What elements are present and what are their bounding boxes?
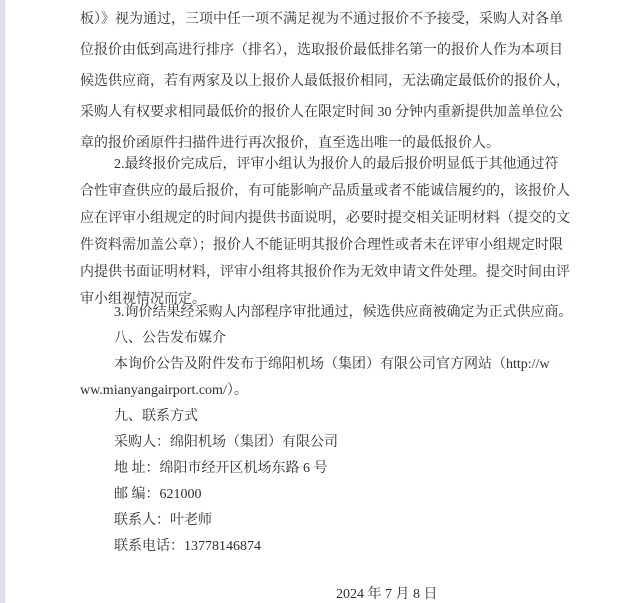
contact-postcode-line: 邮 编：621000 bbox=[114, 487, 202, 502]
doc-line: 审小组视情况而定。 bbox=[80, 292, 206, 307]
contact-purchaser-line: 采购人：绵阳机场（集团）有限公司 bbox=[114, 435, 338, 450]
contact-phone-line: 联系电话：13778146874 bbox=[114, 539, 261, 554]
doc-line: 位报价由低到高进行排序（排名），选取报价最低排名第一的报价人作为本项目 bbox=[80, 43, 563, 58]
doc-line: 合性审查供应的最后报价，有可能影响产品质量或者不能诚信履约的，该报价人 bbox=[80, 184, 570, 199]
doc-line: 章的报价函原件扫描件进行再次报价，直至选出唯一的最低报价人。 bbox=[80, 136, 500, 151]
section-9-heading: 九、联系方式 bbox=[114, 409, 198, 424]
doc-line: 2.最终报价完成后，评审小组认为报价人的最后报价明显低于其他通过符 bbox=[114, 157, 559, 172]
doc-line: 本询价公告及附件发布于绵阳机场（集团）有限公司官方网站（http://w bbox=[114, 357, 550, 372]
doc-line: 应在评审小组规定的时间内提供书面说明，必要时提交相关证明材料（提交的文 bbox=[80, 211, 570, 226]
doc-line: 候选供应商，若有两家及以上报价人最低报价相同，无法确定最低价的报价人， bbox=[80, 74, 570, 89]
page-left-edge bbox=[0, 0, 6, 603]
website-url-line: ww.mianyangairport.com/）。 bbox=[80, 383, 248, 398]
contact-person-line: 联系人：叶老师 bbox=[114, 513, 212, 528]
paragraph-approval-line: 3.询价结果经采购人内部程序审批通过，候选供应商被确定为正式供应商。 bbox=[114, 305, 573, 320]
paragraph-ranking-rules bbox=[80, 4, 570, 159]
doc-line: 板）》视为通过，三项中任一项不满足视为不通过报价不予接受，采购人对各单 bbox=[80, 12, 563, 27]
paragraph-final-quote-review bbox=[80, 151, 570, 313]
contact-address-line: 地 址：绵阳市经开区机场东路 6 号 bbox=[114, 461, 328, 476]
doc-line: 件资料需加盖公章）；报价人不能证明其报价合理性或者未在评审小组规定时限 bbox=[80, 238, 563, 253]
sections-approval-media-contact bbox=[80, 300, 573, 560]
doc-line: 采购人有权要求相同最低价的报价人在限定时间 30 分钟内重新提供加盖单位公 bbox=[80, 105, 563, 120]
document-date: 2024 年 7 月 8 日 bbox=[336, 587, 438, 602]
section-8-heading: 八、公告发布媒介 bbox=[114, 331, 226, 346]
doc-line: 内提供书面证明材料，评审小组将其报价作为无效申请文件处理。提交时间由评 bbox=[80, 265, 570, 280]
